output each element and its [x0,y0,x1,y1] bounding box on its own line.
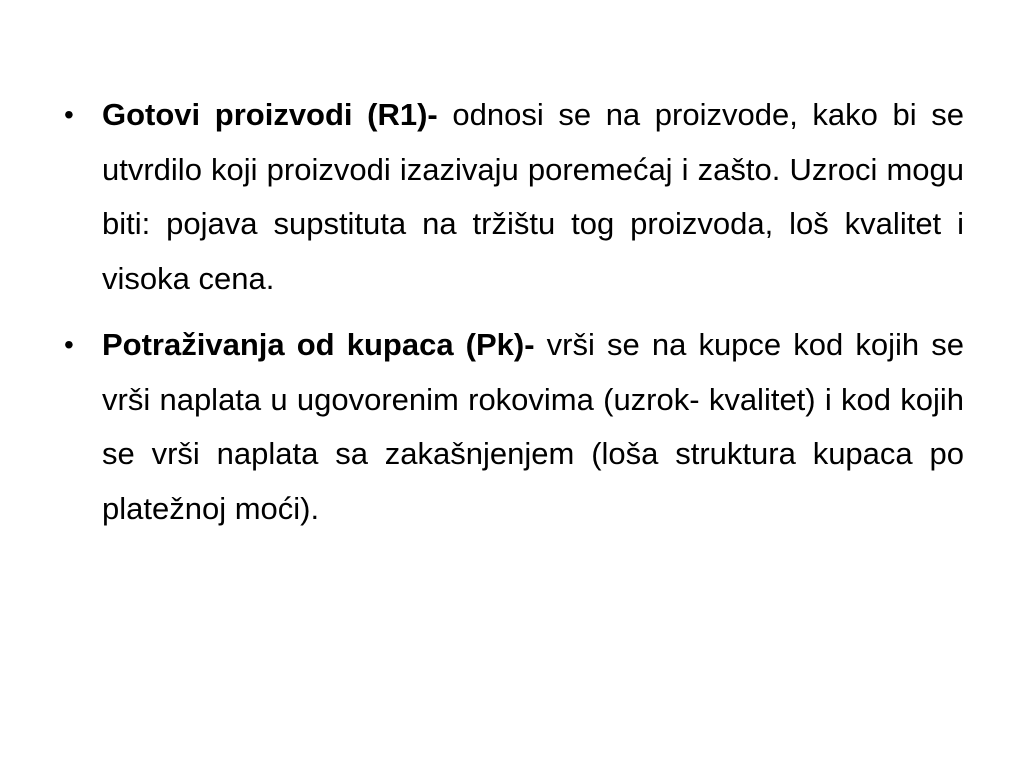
bullet-item-receivables [60,318,964,536]
bullet-dot-icon: • [64,99,74,130]
bullet-list [60,88,964,548]
bullet-term: Gotovi proizvodi (R1)- [102,97,438,132]
bullet-item-finished-products [60,88,964,306]
bullet-description: odnosi se na proizvode, kako bi se utvrdilo koji proizvodi izazivaju poremećaj i zašto. Uzroci mogu biti: pojava supstituta na tržištu tog proizvoda, loš kvalitet i visoka cena. [102,97,964,296]
bullet-description: vrši se na kupce kod kojih se vrši naplata u ugovorenim rokovima (uzrok- kvalitet) i kod kojih se vrši naplata sa zakašnjenjem (loša struktura kupaca po platežnoj moći). [102,327,964,526]
bullet-dot-icon: • [64,329,74,360]
bullet-term: Potraživanja od kupaca (Pk)- [102,327,535,362]
